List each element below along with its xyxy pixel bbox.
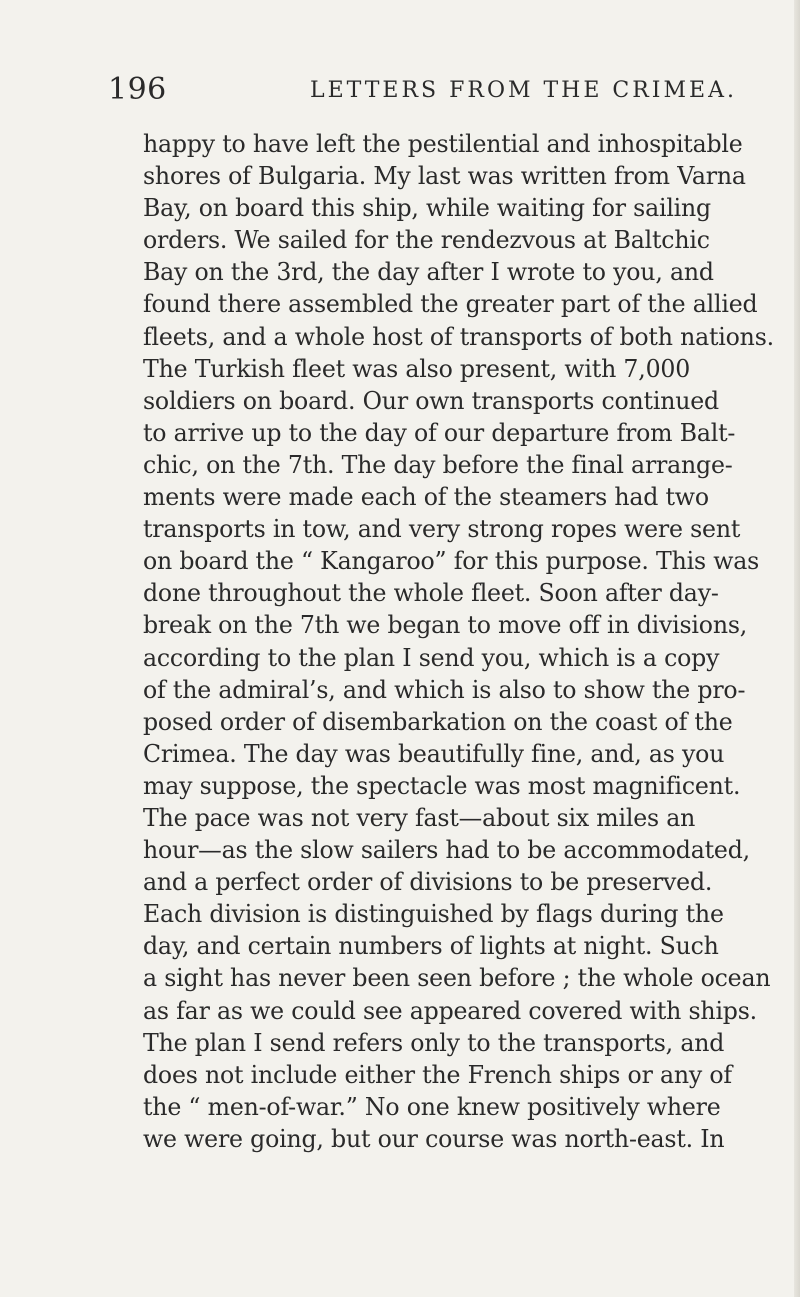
text-line: to arrive up to the day of our departure from Balt-: [143, 418, 736, 447]
text-line: and a perfect order of divisions to be preserved.: [143, 868, 713, 897]
text-line: day, and certain numbers of lights at night. Such: [143, 932, 719, 961]
text-line: hour—as the slow sailers had to be accommodated,: [143, 836, 750, 865]
text-line: found there assembled the greater part of the allied: [143, 290, 758, 319]
page-number: 196: [108, 72, 167, 107]
text-line: The Turkish fleet was also present, with 7,000: [143, 354, 691, 383]
text-line: according to the plan I send you, which is a copy: [143, 643, 720, 672]
text-line: The plan I send refers only to the transports, and: [143, 1028, 725, 1057]
page-header: [108, 72, 737, 112]
text-line: Bay, on board this ship, while waiting for sailing: [143, 194, 712, 223]
text-line: The pace was not very fast—about six miles an: [143, 803, 696, 832]
text-line: Each division is distinguished by flags during the: [143, 900, 724, 929]
text-line: on board the “ Kangaroo” for this purpose. This was: [143, 547, 760, 576]
text-line: does not include either the French ships or any of: [143, 1060, 732, 1089]
text-line: chic, on the 7th. The day before the final arrange-: [143, 450, 733, 479]
text-line: Bay on the 3rd, the day after I wrote to you, and: [143, 258, 714, 287]
text-line: we were going, but our course was north-east. In: [143, 1124, 725, 1153]
text-line: break on the 7th we began to move off in divisions,: [143, 611, 748, 640]
text-line: posed order of disembarkation on the coast of the: [143, 707, 733, 736]
body-text: [143, 128, 793, 1155]
text-line: of the admiral’s, and which is also to show the pro-: [143, 675, 746, 704]
page-edge: [794, 0, 800, 1297]
text-line: Crimea. The day was beautifully fine, and, as you: [143, 739, 725, 768]
text-line: ments were made each of the steamers had two: [143, 483, 709, 512]
text-line: a sight has never been seen before ; the whole ocean: [143, 964, 771, 993]
text-line: as far as we could see appeared covered with ships.: [143, 996, 757, 1025]
text-line: orders. We sailed for the rendezvous at Baltchic: [143, 226, 710, 255]
text-line: soldiers on board. Our own transports continued: [143, 386, 719, 415]
text-line: done throughout the whole fleet. Soon after day-: [143, 579, 719, 608]
text-line: may suppose, the spectacle was most magnificent.: [143, 771, 741, 800]
text-line: transports in tow, and very strong ropes were sent: [143, 515, 741, 544]
text-line: happy to have left the pestilential and inhospitable: [143, 130, 743, 158]
text-line: the “ men-of-war.” No one knew positively where: [143, 1092, 721, 1121]
text-line: fleets, and a whole host of transports of both nations.: [143, 322, 774, 351]
text-line: shores of Bulgaria. My last was written from Varna: [143, 162, 746, 191]
running-head: LETTERS FROM THE CRIMEA.: [310, 78, 737, 103]
